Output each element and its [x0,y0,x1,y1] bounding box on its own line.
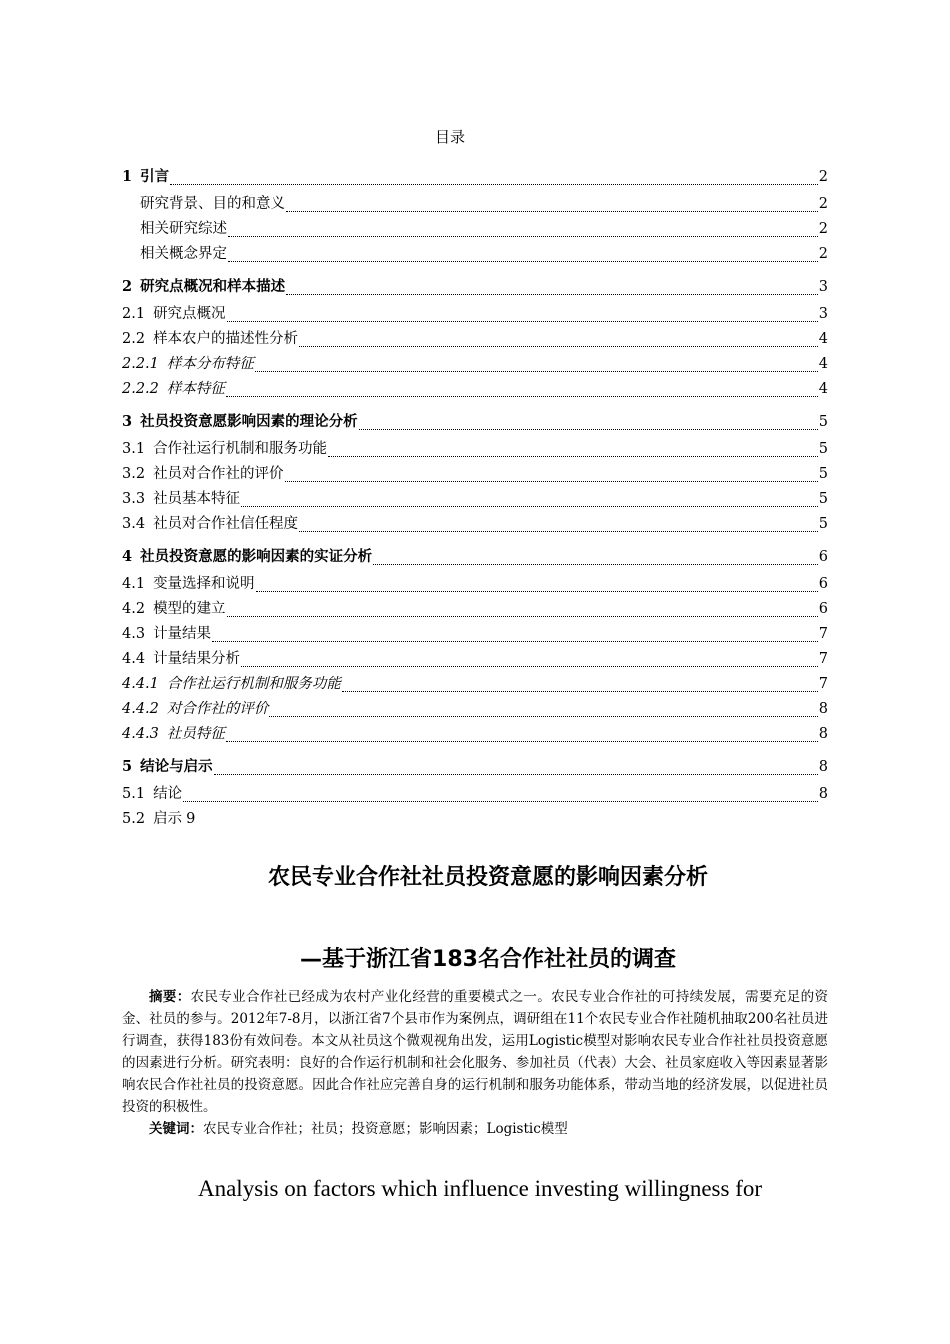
toc-leader-dots [214,773,818,775]
toc-entry-label [122,647,240,668]
abstract-label: 摘要： [149,989,191,1005]
toc-entry-number: 3.1 [122,441,146,457]
toc-entry[interactable] [122,647,828,672]
toc-entry-label [122,462,284,483]
toc-entry-label [122,545,372,566]
toc-entry-label [122,327,298,348]
toc-entry-label [122,722,225,743]
abstract-paragraph [122,986,828,1118]
toc-entry[interactable] [122,545,828,570]
toc-entry-number: 4.4.1 [122,676,159,692]
toc-leader-dots [299,530,818,532]
toc-leader-dots [241,505,818,507]
toc-entry-number: 4.4 [122,651,146,667]
toc-entry-text: 社员对合作社的评价 [153,466,284,482]
toc-page-number: 6 [818,601,828,617]
toc-entry-text: 变量选择和说明 [153,576,255,592]
toc-entry-text: 样本农户的描述性分析 [153,331,299,347]
toc-leader-dots [226,740,818,742]
toc-entry-number: 4.4.2 [122,701,159,717]
toc-entry-text: 研究背景、目的和意义 [140,196,285,212]
toc-entry[interactable] [122,807,828,832]
toc-entry-number: 3 [122,413,133,430]
toc-page-number: 4 [818,356,828,372]
toc-leader-dots [299,345,818,347]
toc-page-number: 5 [818,516,828,532]
toc-leader-dots [241,665,818,667]
toc-entry-label [122,377,225,398]
toc-entry[interactable] [122,410,828,435]
toc-leader-dots [373,563,818,565]
toc-entry[interactable] [122,697,828,722]
toc-entry[interactable] [122,242,828,267]
toc-page-number: 4 [818,381,828,397]
toc-entry-label [140,242,227,263]
toc-page-number: 3 [818,306,828,322]
keywords-text: 农民专业合作社；社员；投资意愿；影响因素；Logistic模型 [203,1121,568,1137]
toc-entry-label [122,512,298,533]
toc-page-number: 8 [818,759,828,775]
toc-entry-label [122,697,268,718]
toc-entry-text: 合作社运行机制和服务功能 [153,441,328,457]
toc-entry-label [122,755,213,776]
toc-entry-number: 3.4 [122,516,146,532]
toc-page-number: 2 [818,196,828,212]
toc-leader-dots [285,480,818,482]
toc-page-number: 6 [818,576,828,592]
toc-leader-dots [342,690,818,692]
abstract-section [122,986,828,1140]
toc-entry-text: 研究点概况 [153,306,226,322]
toc-entry[interactable] [122,437,828,462]
toc-entry[interactable] [122,487,828,512]
toc-page-number: 8 [818,701,828,717]
toc-leader-dots [226,395,818,397]
toc-entry[interactable] [122,192,828,217]
toc-leader-dots [228,235,818,237]
toc-entry-number: 2.1 [122,306,146,322]
toc-entry-label [122,487,240,508]
toc-page-number: 2 [818,169,828,185]
toc-entry[interactable] [122,377,828,402]
toc-entry-text: 社员特征 [166,726,225,742]
toc-entry-number: 4.1 [122,576,146,592]
toc-entry-label [122,275,285,296]
toc-entry-text: 对合作社的评价 [166,701,269,717]
paper-subtitle: —基于浙江省183名合作社社员的调查 [300,947,676,972]
toc-entry-label [122,572,255,593]
toc-entry[interactable] [122,572,828,597]
toc-entry-number: 2.2.1 [122,356,159,372]
toc-leader-dots [170,183,818,185]
toc-page-number: 8 [818,726,828,742]
toc-entry[interactable] [122,352,828,377]
toc-entry-label [122,352,254,373]
toc-entry-number: 2.2.2 [122,381,159,397]
toc-entry[interactable] [122,462,828,487]
toc-entry-text: 样本分布特征 [166,356,254,372]
toc-entry-text: 研究点概况和样本描述 [140,278,286,295]
toc-entry-number: 3.2 [122,466,146,482]
toc-page-number: 2 [818,246,828,262]
toc-entry-number: 5 [122,758,133,775]
toc-entry-text: 模型的建立 [153,601,226,617]
toc-entry-label [122,622,211,643]
toc-entry-text: 社员对合作社信任程度 [153,516,299,532]
toc-entry[interactable] [122,275,828,300]
toc-entry-label [122,597,226,618]
toc-leader-dots [255,370,818,372]
toc-entry-text: 相关研究综述 [140,221,227,237]
toc-entry-label [140,217,227,238]
toc-entry[interactable] [122,217,828,242]
toc-entry-label [122,437,327,458]
toc-entry-number: 2 [122,278,133,295]
toc-page-number: 5 [818,441,828,457]
toc-entry[interactable] [122,722,828,747]
toc-leader-dots [212,640,818,642]
toc-entry-number: 2.2 [122,331,146,347]
toc-leader-dots [286,293,818,295]
toc-entry-number: 4.3 [122,626,146,642]
toc-leader-dots [228,260,818,262]
toc-entry[interactable] [122,755,828,780]
toc-entry-number: 4.4.3 [122,726,159,742]
toc-entry[interactable] [122,622,828,647]
toc-entry-text: 样本特征 [166,381,225,397]
toc-entry-label [122,410,358,431]
toc-entry-number: 5.2 [122,811,146,827]
toc-leader-dots [359,428,818,430]
toc-page-number: 6 [818,549,828,565]
toc-entry-text: 引言 [140,168,170,185]
english-title: Analysis on factors which influence investing willingness for [197,1176,763,1201]
toc-page-number: 7 [818,676,828,692]
toc-entry[interactable] [122,165,828,190]
toc-page-number: 4 [818,331,828,347]
toc-entry-label [122,165,169,186]
toc-entry-text: 结论与启示 [140,758,213,775]
toc-entry-label [122,782,182,803]
toc-leader-dots [227,615,818,617]
toc-leader-dots [227,320,818,322]
toc-entry-number: 3.3 [122,491,146,507]
toc-entry-text: 社员投资意愿影响因素的理论分析 [140,413,358,430]
toc-entry-label [122,302,226,323]
toc-entry-number: 1 [122,168,133,185]
toc-entry[interactable] [122,512,828,537]
toc-entry-number: 5.1 [122,786,146,802]
toc-entry-text: 计量结果 [153,626,212,642]
table-of-contents [122,165,828,832]
toc-leader-dots [328,455,818,457]
keywords-paragraph [122,1118,828,1140]
toc-entry[interactable] [122,782,828,807]
toc-entry[interactable] [122,327,828,352]
toc-leader-dots [269,715,817,717]
toc-leader-dots [256,590,818,592]
toc-entry-text: 计量结果分析 [153,651,241,667]
toc-page-number: 5 [818,491,828,507]
toc-entry-text: 合作社运行机制和服务功能 [166,676,341,692]
toc-page-number: 5 [818,414,828,430]
toc-page-number: 3 [818,279,828,295]
toc-entry-label [122,807,182,828]
toc-page-number: 8 [818,786,828,802]
paper-title: 农民专业合作社社员投资意愿的影响因素分析 [267,865,708,890]
toc-entry-label [122,672,341,693]
keywords-label: 关键词： [149,1121,203,1137]
toc-page-number: 7 [818,651,828,667]
toc-page-number: 5 [818,466,828,482]
toc-entry-label [140,192,285,213]
toc-leader-dots [183,800,818,802]
toc-entry-text: 相关概念界定 [140,246,227,262]
toc-entry-text: 结论 [153,786,183,802]
toc-entry[interactable] [122,302,828,327]
toc-entry-number: 4 [122,548,133,565]
toc-entry[interactable] [122,672,828,697]
toc-page-number: 9 [186,811,196,827]
toc-entry-text: 社员基本特征 [153,491,241,507]
toc-entry-text: 社员投资意愿的影响因素的实证分析 [140,548,373,565]
toc-entry-number: 4.2 [122,601,146,617]
toc-leader-dots [286,210,818,212]
toc-page-number: 7 [818,626,828,642]
abstract-text: 农民专业合作社已经成为农村产业化经营的重要模式之一。农民专业合作社的可持续发展，需要充足的资金、社员的参与。2012年7-8月，以浙江省7个县市作为案例点，调研组在11个农民专业合作社随机抽取200名社员进行调查，获得183份有效问卷。本文从社员这个微观视角出发，运用Logistic模型对影响农民专业合作社社员投资意愿的因素进行分析。研究表明：良好的合作运行机制和社会化服务、参加社员（代表）大会、社员家庭收入等因素显著影响农民合作社社员的投资意愿。因此合作社应完善自身的运行机制和服务功能体系，带动当地的经济发展，以促进社员投资的积极性。 [122,989,828,1115]
toc-page-number: 2 [818,221,828,237]
toc-entry[interactable] [122,597,828,622]
toc-entry-text: 启示 [153,811,183,827]
toc-title: 目录 [434,128,465,146]
